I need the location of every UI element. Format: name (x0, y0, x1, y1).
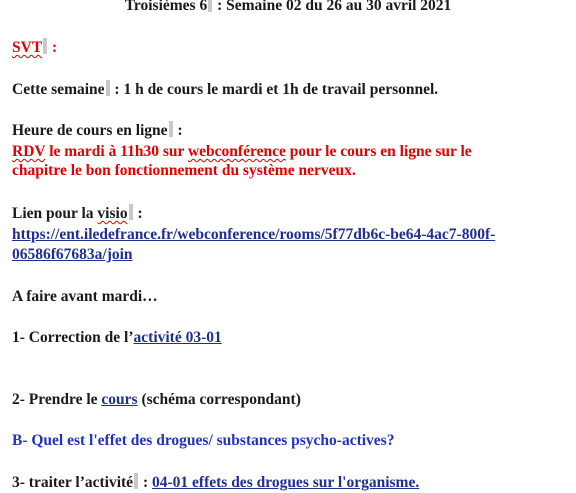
cursor-mark (106, 80, 110, 96)
todo-item-3 (12, 473, 419, 492)
todo-item-2-text: 2- Prendre le (12, 391, 102, 408)
cursor-mark (169, 121, 173, 137)
cursor-mark (43, 38, 47, 54)
todo-item-3-text: 3- traiter l’activité (12, 474, 134, 491)
title-week: : Semaine 02 du 26 au 30 avril 2021 (213, 0, 452, 14)
online-heading-colon: : (173, 122, 183, 139)
question-b: B- Quel est l'effet des drogues/ substances psycho-actives? (12, 432, 395, 449)
cursor-mark (134, 473, 138, 489)
page-title (0, 0, 576, 15)
week-text: : 1 h de cours le mardi et 1h de travail personnel. (110, 81, 439, 98)
todo-item-3-colon: : (139, 474, 152, 491)
todo-item-1-text: 1- Correction de l’ (12, 329, 134, 346)
subject-label: SVT (12, 39, 43, 56)
todo-heading: A faire avant mardi… (12, 288, 158, 305)
cursor-mark (129, 204, 133, 220)
rdv-line-2: chapitre le bon fonctionnement du système nerveux. (12, 162, 356, 179)
visio-link-line-2[interactable]: 06586f67683a/join (12, 246, 133, 263)
webconference-word: webconférence (187, 143, 286, 160)
rdv-mid: le mardi à 11h30 sur (45, 143, 188, 160)
visio-word: visio (97, 205, 128, 222)
todo-item-1 (12, 328, 222, 347)
subject-heading (12, 38, 57, 57)
week-summary (12, 80, 438, 99)
rdv-end: pour le cours en ligne sur le (285, 143, 472, 160)
visio-label-text: Lien pour la (12, 205, 98, 222)
rdv-line-1 (12, 142, 472, 161)
cours-link[interactable]: cours (101, 391, 138, 408)
activity-04-01-link[interactable]: 04-01 effets des drogues sur l'organisme. (152, 474, 420, 491)
online-heading-label: Heure de cours en ligne (12, 122, 168, 139)
todo-item-2 (12, 390, 301, 409)
subject-colon: : (48, 39, 58, 56)
visio-colon: : (133, 205, 143, 222)
week-label: Cette semaine (12, 81, 105, 98)
activity-03-01-link[interactable]: activité 03-01 (133, 329, 222, 346)
online-heading (12, 121, 183, 140)
visio-label (12, 204, 143, 223)
todo-item-2-suffix: (schéma correspondant) (137, 391, 301, 408)
visio-link-line-1[interactable]: https://ent.iledefrance.fr/webconference/rooms/5f77db6c-be64-4ac7-800f- (12, 226, 496, 243)
title-class: Troisièmes 6 (124, 0, 208, 14)
rdv-word: RDV (12, 143, 46, 160)
cursor-mark (208, 0, 212, 12)
